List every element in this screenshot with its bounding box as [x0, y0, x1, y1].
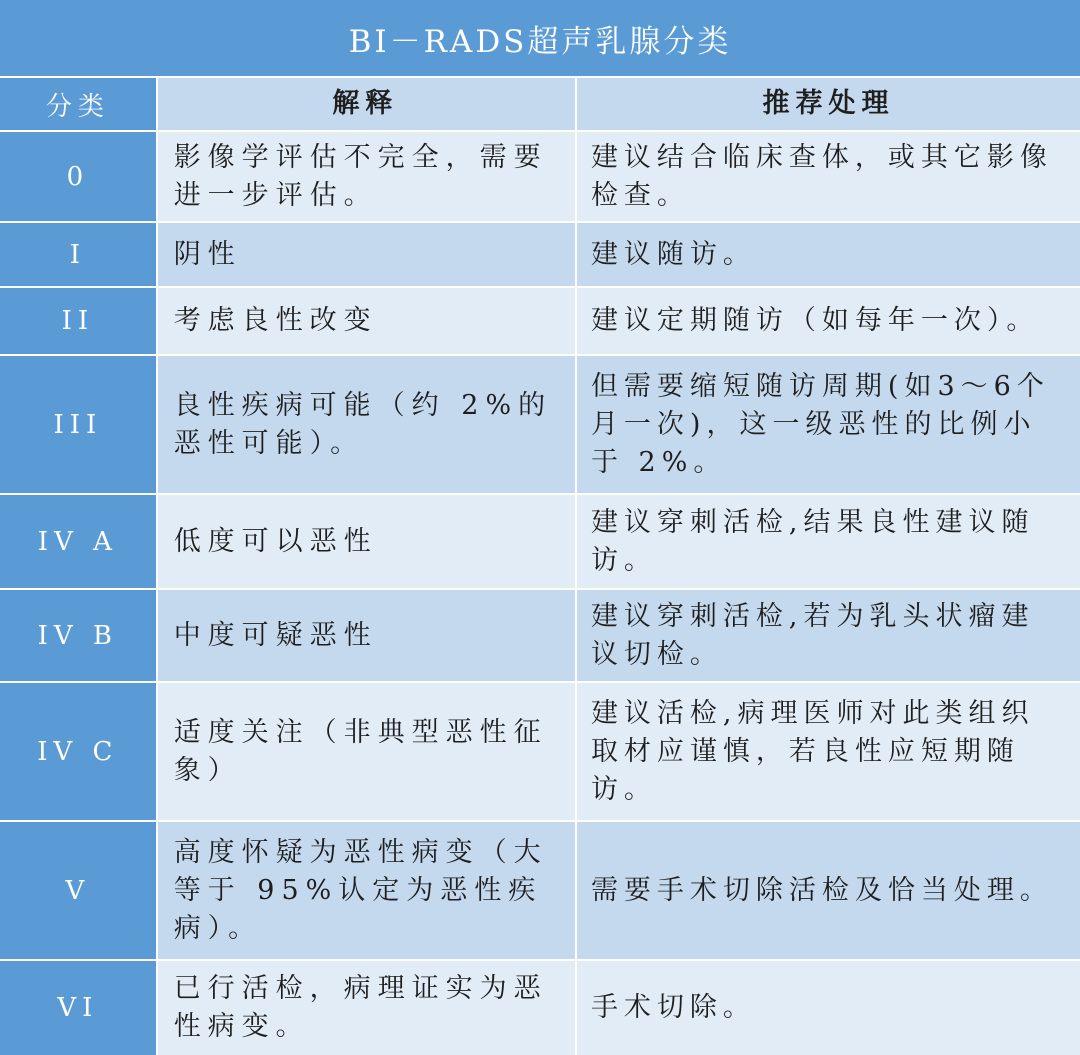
- row-explanation: 影像学评估不完全，需要进一步评估。: [158, 132, 575, 221]
- row-recommendation: 建议穿刺活检,若为乳头状瘤建议切检。: [577, 590, 1080, 681]
- row-explanation: 适度关注（非典型恶性征象）: [158, 683, 575, 820]
- row-category: II: [0, 288, 156, 354]
- row-explanation: 考虑良性改变: [158, 288, 575, 354]
- table-row: [0, 288, 1080, 354]
- row-category: I: [0, 223, 156, 286]
- row-explanation: 阴性: [158, 223, 575, 286]
- row-explanation: 高度怀疑为恶性病变（大等于 95%认定为恶性疾病）。: [158, 822, 575, 959]
- header-row: [0, 78, 1080, 130]
- table-row: [0, 961, 1080, 1055]
- row-recommendation: 需要手术切除活检及恰当处理。: [577, 822, 1080, 959]
- row-explanation: 良性疾病可能（约 2%的恶性可能）。: [158, 356, 575, 493]
- row-recommendation: 手术切除。: [577, 961, 1080, 1055]
- row-recommendation: 但需要缩短随访周期(如3～6个月一次)，这一级恶性的比例小于 2%。: [577, 356, 1080, 493]
- row-explanation: 低度可以恶性: [158, 495, 575, 588]
- row-category: IV C: [0, 683, 156, 820]
- table-row: [0, 132, 1080, 221]
- table-row: [0, 356, 1080, 493]
- table-row: [0, 590, 1080, 681]
- table-row: [0, 495, 1080, 588]
- row-recommendation: 建议随访。: [577, 223, 1080, 286]
- row-recommendation: 建议结合临床查体，或其它影像检查。: [577, 132, 1080, 221]
- header-category: 分类: [0, 78, 156, 130]
- row-recommendation: 建议定期随访（如每年一次）。: [577, 288, 1080, 354]
- table-row: [0, 223, 1080, 286]
- row-category: VI: [0, 961, 156, 1055]
- table-title: BI－RADS超声乳腺分类: [0, 0, 1080, 76]
- header-explanation: 解释: [158, 78, 575, 130]
- row-explanation: 已行活检，病理证实为恶性病变。: [158, 961, 575, 1055]
- row-category: III: [0, 356, 156, 493]
- row-category: IV A: [0, 495, 156, 588]
- row-category: V: [0, 822, 156, 959]
- table-row: [0, 822, 1080, 959]
- table-row: [0, 683, 1080, 820]
- row-explanation: 中度可疑恶性: [158, 590, 575, 681]
- row-recommendation: 建议穿刺活检,结果良性建议随访。: [577, 495, 1080, 588]
- header-recommendation: 推荐处理: [577, 78, 1080, 130]
- row-recommendation: 建议活检,病理医师对此类组织取材应谨慎，若良性应短期随访。: [577, 683, 1080, 820]
- row-category: 0: [0, 132, 156, 221]
- row-category: IV B: [0, 590, 156, 681]
